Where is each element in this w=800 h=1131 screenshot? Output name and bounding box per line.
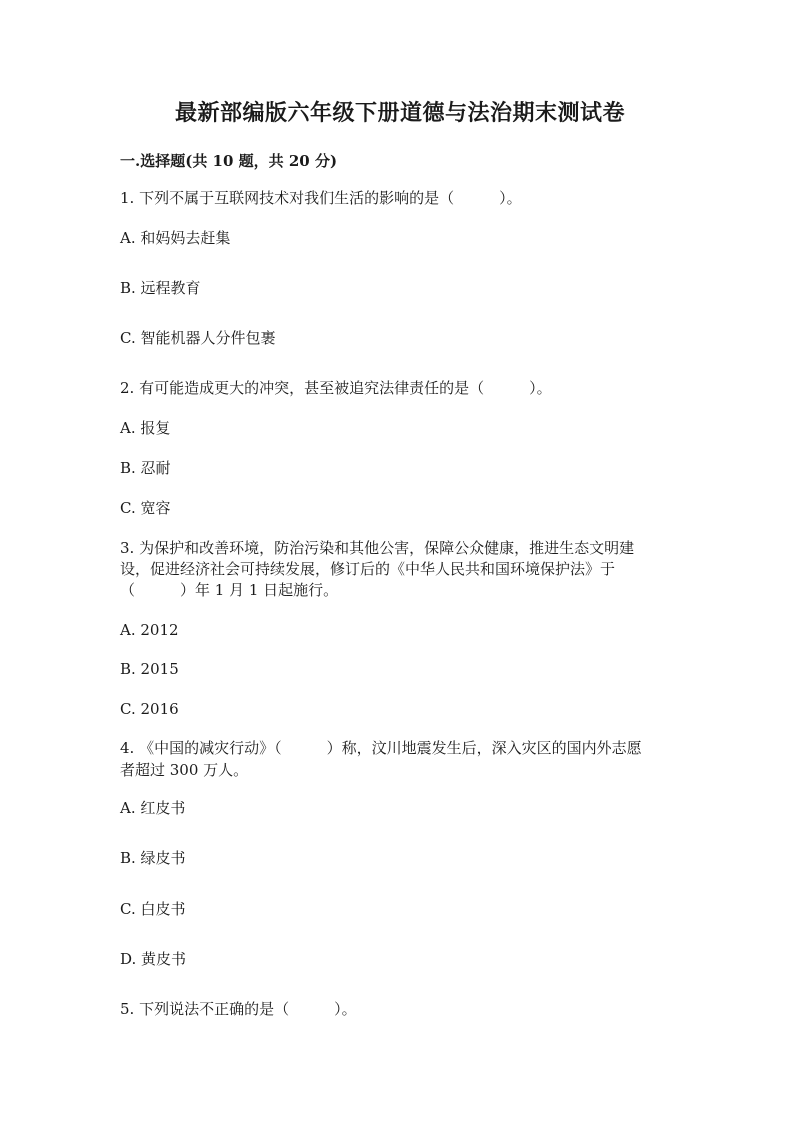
question-2-option-c: C. 宽容 [120,499,171,517]
question-4-option-a: A. 红皮书 [120,799,186,817]
question-3-option-b: B. 2015 [120,660,179,678]
question-1-stem: 1. 下列不属于互联网技术对我们生活的影响的是（ ）。 [120,189,522,207]
exam-title: 最新部编版六年级下册道德与法治期末测试卷 [174,100,625,126]
question-4-option-d: D. 黄皮书 [120,950,187,968]
question-2-stem: 2. 有可能造成更大的冲突，甚至被追究法律责任的是（ ）。 [120,379,552,397]
question-2-option-b: B. 忍耐 [120,459,171,477]
question-2-option-a: A. 报复 [120,419,171,437]
question-4-stem-line-1: 4. 《中国的减灾行动》（ ）称，汶川地震发生后，深入灾区的国内外志愿 [120,739,642,757]
section-heading: 一.选择题(共 10 题，共 20 分) [120,152,338,170]
question-4-option-c: C. 白皮书 [120,900,186,918]
question-3-option-c: C. 2016 [120,700,179,718]
question-4-option-b: B. 绿皮书 [120,849,186,867]
question-3-stem-line-3: （ ）年 1 月 1 日起施行。 [120,581,339,599]
question-3-stem-line-2: 设，促进经济社会可持续发展，修订后的《中华人民共和国环境保护法》于 [120,560,616,578]
question-4-stem-line-2: 者超过 300 万人。 [120,761,249,779]
question-1-option-c: C. 智能机器人分件包裹 [120,329,276,347]
question-5-stem: 5. 下列说法不正确的是（ ）。 [120,1000,357,1018]
question-3-stem-line-1: 3. 为保护和改善环境，防治污染和其他公害，保障公众健康，推进生态文明建 [120,539,635,557]
question-1-option-b: B. 远程教育 [120,279,201,297]
question-1-option-a: A. 和妈妈去赶集 [120,229,231,247]
question-3-option-a: A. 2012 [120,621,179,639]
